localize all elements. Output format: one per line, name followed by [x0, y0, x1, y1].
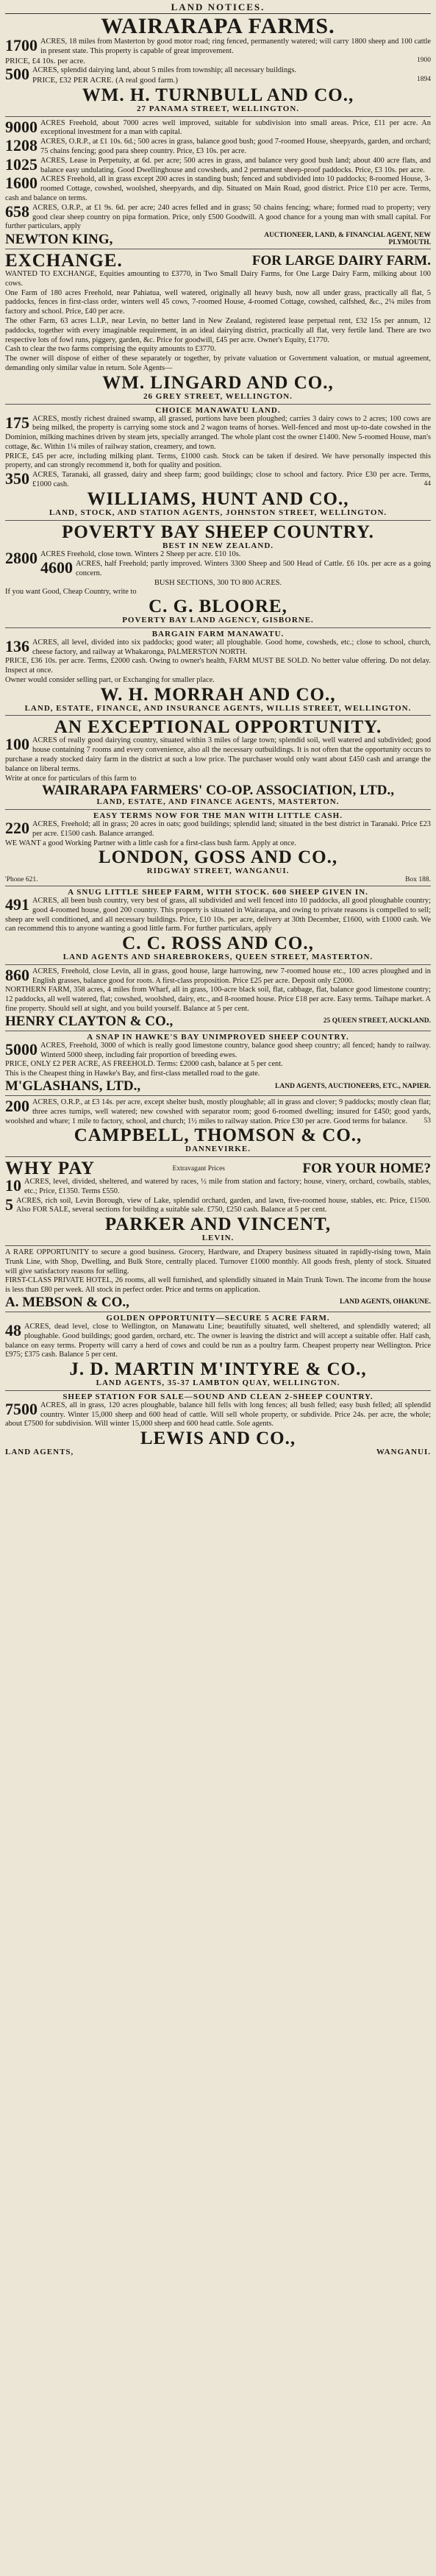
ad-paragraph — [5, 657, 431, 676]
ad-text: BUSH SECTIONS, 300 TO 800 ACRES. — [154, 578, 282, 587]
ad-paragraph — [5, 1197, 431, 1216]
ad-choice-manawatu — [5, 402, 431, 518]
ad-text: Cash to clear the two farms comprising the equity amounts to £3770. — [5, 345, 216, 354]
acreage-figure: 220 — [5, 819, 29, 838]
ad-heading: BARGAIN FARM MANAWATU. — [151, 630, 285, 638]
ad-divider — [5, 1095, 431, 1096]
ad-text: ACRES, Freehold; all in grass; 20 acres in oats; good buildings; splendid land; situated in the best district in Taranaki. Price £23 per acre. £1500 cash. Balance arranged. — [32, 820, 431, 838]
agent-address: LAND, STOCK, AND STATION AGENTS, JOHNSTON STREET, WELLINGTON. — [49, 508, 387, 517]
ad-text: ACRES, splendid dairying land, about 5 miles from township; all necessary buildings. — [32, 66, 297, 75]
agent-name: WM. LINGARD AND CO., — [102, 373, 334, 392]
ad-text: The owner will dispose of either of these separately or together, by private valuation or Government valuation, or mutual agreement, demanding only similar value in return. Sole Agents— — [5, 355, 431, 373]
ad-text: ACRES of really good dairying country, situated within 3 miles of large town; splendid soil, well watered and subdivided; good house containing 7 rooms and every convenience, also all the necessary outbuildings. It is not often that the opportunity occurs to purchase a ready stocked dairy farm in the district at such a low price. The purchaser would only want about £450 cash and arrange the balance on liberal terms. — [5, 736, 431, 773]
agent-address: LAND, ESTATE, FINANCE, AND INSURANCE AGENTS, WILLIS STREET, WELLINGTON. — [24, 703, 412, 713]
agent-name: M'GLASHANS, LTD., — [5, 1079, 141, 1094]
acreage-figure: 2800 — [5, 549, 37, 568]
ad-paragraph — [5, 471, 431, 490]
ad-exceptional-opportunity — [5, 713, 431, 807]
ad-paragraph — [5, 986, 431, 1014]
acreage-figure: 200 — [5, 1097, 29, 1116]
ad-divider — [5, 964, 431, 965]
ad-paragraph — [5, 138, 431, 157]
acreage-figure: 860 — [5, 965, 29, 984]
acreage-figure: 1025 — [5, 154, 37, 174]
agent-address: 26 GREY STREET, WELLINGTON. — [143, 391, 293, 401]
agent-address: LAND AGENTS, 35-37 LAMBTON QUAY, WELLINGTON. — [96, 1378, 340, 1388]
acreage-figure: 5000 — [5, 1039, 37, 1058]
ad-price-line — [5, 76, 431, 86]
ad-heading: A SNUG LITTLE SHEEP FARM, WITH STOCK. 600 SHEEP GIVEN IN. — [68, 889, 368, 897]
agent-address: LEVIN. — [201, 1234, 235, 1243]
ad-paragraph — [5, 1098, 431, 1126]
ad-paragraph — [5, 967, 431, 986]
ad-text: PRICE, £45 per acre, including milking plant. Terms, £1000 cash. Stock can be taken if desired. We have personally inspected this property, and can strongly recommend it, both for quality and position. — [5, 452, 431, 470]
ad-paragraph — [5, 175, 431, 203]
ad-divider — [5, 1390, 431, 1391]
ad-paragraph — [5, 119, 431, 138]
acreage-figure: 658 — [5, 202, 29, 221]
ad-paragraph — [5, 355, 431, 374]
ad-paragraph — [5, 579, 431, 588]
ad-ref-number: 1900 — [417, 56, 431, 64]
ad-heading-row — [5, 1159, 431, 1178]
ad-text: ACRES, all been bush country, very best of grass, all subdivided and well fenced into 10 paddocks, all good ploughable country; good 4-roomed house, good 200 country. This property is situated in Wairarapa, and owing to private reasons is compelled to sell; sheep are well conditioned, and all necessary buildings. Price, £10 10s. per acre, delivery at 30th December, £1600, with £1000 cash. We can recommend this to anyone wanting a good little farm. For further particulars, apply — [5, 897, 431, 933]
ad-divider — [5, 715, 431, 716]
ad-heading: POVERTY BAY SHEEP COUNTRY. — [62, 522, 374, 541]
ad-poverty-bay — [5, 518, 431, 625]
ad-paragraph — [5, 38, 431, 57]
ad-text: ACRES, mostly richest drained swamp, all grassed, portions have been ploughed; carries 3 dairy cows to 2 acres; 100 cows are being milked, the property is carrying some stock and 2 wagon teams of horses. Well-fenced and most up-to-date cowshed in the Dominion, milking machines driven by steam jets, specially arranged. The whole plant cost the owner £1400. New 5-roomed House, man's cottage, &c. Within 1¼ miles of railway station, creamery, and town. — [5, 414, 431, 451]
section-title: LAND NOTICES. — [171, 1, 265, 13]
agent-name: A. MEBSON & CO., — [5, 1295, 129, 1309]
agent-name: W. H. MORRAH AND CO., — [100, 685, 336, 704]
acreage-figure: 491 — [5, 895, 29, 914]
ad-divider — [5, 404, 431, 405]
ad-ref-number: 53 — [424, 1117, 431, 1125]
ad-paragraph — [5, 1401, 431, 1429]
ad-paragraph — [5, 775, 431, 784]
ad-henry-clayton — [5, 962, 431, 1028]
agent-name: LONDON, GOSS AND CO., — [98, 848, 338, 867]
ad-paragraph — [5, 317, 431, 345]
ad-heading: GOLDEN OPPORTUNITY—SECURE 5 ACRE FARM. — [106, 1314, 330, 1323]
ad-heading: WAIRARAPA FARMS. — [101, 15, 335, 38]
acreage-figure: 175 — [5, 413, 29, 432]
ad-text: ACRES, level, divided, sheltered, and watered by races, ½ mile from station and factory; house, vinery, orchard, cowbails, stables, etc.; Price, £1350. Terms £550. — [24, 1178, 431, 1195]
ad-paragraph — [5, 1070, 431, 1079]
ad-paragraph — [5, 1060, 431, 1070]
ad-text: ACRES Freehold, close town. Winters 2 Sheep per acre. £10 10s. — [40, 550, 241, 559]
ad-paragraph — [5, 736, 431, 774]
agent-name: J. D. MARTIN M'INTYRE & CO., — [69, 1360, 367, 1379]
agent-row — [5, 1014, 431, 1028]
ad-text: PRICE, ONLY £2 PER ACRE, AS FREEHOLD. Terms: £2000 cash, balance at 5 per cent. — [5, 1060, 283, 1069]
ad-text: ACRES Freehold, about 7000 acres well improved, suitable for subdivision into small areas. Price, £11 per acre. An exceptional investment for a man with capital. — [40, 118, 431, 137]
ad-sheep-station — [5, 1388, 431, 1457]
ad-subheading: BEST IN NEW ZEALAND. — [162, 541, 274, 550]
ad-divider — [5, 809, 431, 810]
acreage-figure: 136 — [5, 636, 29, 655]
agent-details: AUCTIONEER, LAND, & FINANCIAL AGENT, NEW PLYMOUTH. — [264, 232, 431, 247]
acreage-figure: 1600 — [5, 174, 37, 193]
ad-text: ACRES, Taranaki, all grassed, dairy and sheep farm; good buildings; close to school and factory. Price £30 per acre. Terms, £1000 cash. — [32, 471, 431, 489]
ad-text: If you want Good, Cheap Country, write to — [5, 588, 137, 597]
acreage-figure: 10 — [5, 1176, 21, 1195]
ad-paragraph — [5, 345, 431, 355]
ad-heading: AN EXCEPTIONAL OPPORTUNITY. — [54, 718, 382, 737]
ad-text: Write at once for particulars of this farm to — [5, 774, 137, 783]
ad-text: ACRES Freehold, all in grass except 200 acres in standing bush; fenced and subdivided into 10 paddocks; 8-roomed House, 3-roomed Cottage, cowshed, woolshed, sheepyards, and dip. Situated on Main Road, good district. Price £10 per acre. Terms, cash and balance on terms. — [5, 175, 431, 202]
acreage-figure: 7500 — [5, 1399, 37, 1418]
agent-address: 27 PANAMA STREET, WELLINGTON. — [136, 104, 300, 113]
acreage-figure: 4600 — [40, 558, 73, 577]
ad-paragraph — [5, 415, 431, 452]
ad-heading: CHOICE MANAWATU LAND. — [155, 406, 281, 415]
acreage-figure: 100 — [5, 735, 29, 754]
agent-address: DANNEVIRKE. — [185, 1145, 251, 1154]
agent-address: POVERTY BAY LAND AGENCY, GISBORNE. — [122, 616, 314, 625]
ad-why-pay — [5, 1154, 431, 1243]
ad-ref-number: 1894 — [417, 76, 431, 84]
agent-row — [5, 1295, 431, 1309]
ad-text: PRICE, £4 10s. per acre. — [5, 56, 86, 65]
agent-name: HENRY CLAYTON & CO., — [5, 1014, 174, 1028]
ad-text: ACRES, all level, divided into six paddocks; good water; all ploughable. Good home, cowsheds, etc.; close to school, church, cheese factory, and railway at Whakaronga, PALMERSTON NORTH. — [32, 638, 431, 656]
ad-text: One Farm of 180 acres Freehold, near Pahiatua, well watered, originally all heavy bush, now all under grass, practically all flat, 5 paddocks, fences in first-class order, winters well 45 cows, 7-roomed House, 4-roomed Cottage, cowshed, calfshed, &c., 2¼ miles from factory and school. Price, £40 per acre. — [5, 288, 431, 316]
section-rule — [5, 13, 431, 14]
ad-easy-terms — [5, 807, 431, 883]
ad-heading: SHEEP STATION FOR SALE—SOUND AND CLEAN 2-SHEEP COUNTRY. — [62, 1392, 374, 1401]
ad-text: WANTED TO EXCHANGE, Equities amounting to £3770, in Two Small Dairy Farms, for One Large Dairy Farm, milking about 100 cows. — [5, 270, 431, 288]
ad-heading: WHY PAY — [5, 1159, 96, 1178]
ad-text: ACRES, Lease in Perpetuity, at 6d. per acre; 500 acres in grass, and balance very good bush land; about 400 acre flats, and balance easy undulating. Good Dwellinghouse and cowsheds, and 2 permanent sheep-proof paddocks. Price, £3 10s. per acre. — [40, 156, 431, 174]
agent-name: LEWIS AND CO., — [140, 1429, 296, 1448]
acreage-figure: 5 — [5, 1195, 13, 1214]
ad-hawkes-bay — [5, 1028, 431, 1093]
agent-name: WM. H. TURNBULL AND CO., — [82, 85, 354, 104]
ad-ref-number: 44 — [424, 480, 431, 488]
ad-dannevirke — [5, 1093, 431, 1154]
ad-text: ACRES, O.R.P., at £3 14s. per acre, except shelter bush, mostly ploughable; all in grass and clover; 9 paddocks; mostly clean flat; three acres turnips, well watered; new cowshed with separator room; good 6-roomed dwelling; insured for £450; good yards, woolshed and whare; 1 mile to factory, school, and church; 1½ miles to railway station. Price £30 per acre. Good terms for balance. — [5, 1098, 431, 1125]
ad-heading-row — [5, 252, 431, 270]
ad-text: ACRES, half Freehold; partly improved. Winters 3300 Sheep and 500 Head of Cattle. £6 10s. per acre as a going concern. — [76, 559, 431, 577]
ad-heading-right: FOR YOUR HOME? — [302, 1161, 431, 1176]
acreage-figure: 9000 — [5, 117, 37, 136]
agent-address: RIDGWAY STREET, WANGANUI. — [146, 867, 290, 876]
agent-row — [5, 232, 431, 246]
ad-heading: EASY TERMS NOW FOR THE MAN WITH LITTLE CASH. — [93, 812, 343, 821]
agent-name: WILLIAMS, HUNT AND CO., — [87, 489, 349, 508]
agent-details: LAND AGENTS, OHAKUNE. — [339, 1298, 431, 1306]
ad-paragraph — [5, 452, 431, 472]
agent-row — [5, 1079, 431, 1093]
ad-text: FIRST-CLASS PRIVATE HOTEL, 26 rooms, all well furnished, and splendidly situated in Main Trunk Town. The income from the house is less than £80 per week. All stock in perfect order. Price and terms on application. — [5, 1276, 431, 1295]
agent-name: C. G. BLOORE, — [149, 597, 287, 616]
ad-text: This is the Cheapest thing in Hawke's Bay, and first-class metalled road to the gate. — [5, 1070, 260, 1078]
ad-text: The other Farm, 63 acres L.I.P., near Levin, no better land in New Zealand, registered lease perpetual rent, £32 15s per annum, 12 paddocks, together with every imaginable requirement, in an ideal dairying district, practically all flat, very fertile land. There are two respective lots of fowl runs, piggery, garden, &c. Price for goodwill, £45 per acre. Owner's Equity, £1770. — [5, 317, 431, 344]
ad-heading-right: FOR LARGE DAIRY FARM. — [251, 254, 431, 268]
ad-paragraph — [5, 560, 431, 579]
ad-paragraph — [5, 1320, 431, 1360]
ad-ohakune — [5, 1243, 431, 1309]
agent-details: LAND AGENTS, AUCTIONEERS, ETC., NAPIER. — [275, 1082, 431, 1090]
ads-column — [5, 15, 431, 1457]
agent-name: C. C. ROSS AND CO., — [122, 934, 314, 953]
ad-paragraph — [5, 588, 431, 597]
ad-paragraph — [5, 1248, 431, 1276]
acreage-figure: 350 — [5, 469, 29, 488]
ad-paragraph — [5, 1178, 431, 1197]
ad-divider — [5, 627, 431, 628]
ad-text: ACRES, rich soil, Levin Borough, view of Lake, splendid orchard, garden, and lawn, five-roomed house, stables, etc. Price, £1500. Also FOR SALE, several sections for building a suitable sale. £750, £250 cash. Balance at 5 per cent. — [16, 1196, 431, 1214]
agent-name: CAMPBELL, THOMSON & CO., — [74, 1126, 362, 1145]
agent-address-right: WANGANUI. — [376, 1448, 431, 1457]
agent-address-left: LAND AGENTS, — [5, 1448, 74, 1457]
ad-text: ACRES, O.R.P., at £1 9s. 6d. per acre; 240 acres felled and in grass; 50 chains fencing; whare; formed road to property; very good clear sheep country on pipa formation. Price, only £500 Goodwill. A good chance for a young man with small capital. For further particulars, apply — [5, 203, 431, 231]
ad-heading-mid: Extravagant Prices — [172, 1164, 226, 1173]
agent-name: WAIRARAPA FARMERS' CO-OP. ASSOCIATION, LTD., — [42, 783, 394, 798]
ad-paragraph — [5, 897, 431, 934]
ad-paragraph — [5, 289, 431, 317]
ad-text: ACRES, Freehold, close Levin, all in grass, good house, large harrowing, new 7-roomed house etc., 100 acres ploughed and in English grasses, balance good for roots. A first-class proposition. Price £25 per acre. Deposit only £2000. — [32, 967, 431, 985]
ad-paragraph — [5, 676, 431, 686]
ad-exchange — [5, 246, 431, 401]
box-number: Box 188. — [405, 876, 431, 884]
acreage-figure: 500 — [5, 65, 29, 84]
ad-divider — [5, 1156, 431, 1157]
ad-golden-opportunity — [5, 1309, 431, 1388]
phone-number: 'Phone 621. — [5, 876, 38, 884]
agent-address-row — [5, 1448, 431, 1457]
ad-paragraph — [5, 270, 431, 289]
contact-row — [5, 876, 431, 883]
ad-bargain-manawatu — [5, 625, 431, 714]
ad-text: PRICE, £32 PER ACRE. (A real good farm.) — [32, 76, 178, 85]
agent-details: 25 QUEEN STREET, AUCKLAND. — [323, 1017, 431, 1025]
ad-text: ACRES, O.R.P., at £1 10s. 6d.; 500 acres in grass, balance good bush; good 7-roomed House, sheepyards, garden, and orchard; 75 chains fencing; good para sheep country. Price, £3 10s. per acre. — [40, 138, 431, 155]
ad-paragraph — [5, 839, 431, 849]
ad-mixed-farms-1 — [5, 114, 431, 247]
ad-divider — [5, 520, 431, 521]
ad-text: NORTHERN FARM, 358 acres, 4 miles from Wharf, all in grass, 100-acre black soil, flat, cabbage, flat, balance good limestone country; 12 paddocks, all well watered, flat; cowshed, woolshed, dairy, etc., and 8-roomed house. Price £18 per acre. Easy terms. Taihape market. A fine property. Should sell at sight, and you build yourself. Balance at 5 per cent. — [5, 986, 431, 1014]
ad-text: ACRES, all in grass, 120 acres ploughable, balance hill fells with long fences; all bush felled; easy bush felled; all splendid country. Winter 15,000 sheep and 600 head of cattle. Will sell whole property, or subdivide. Price 24s. per acre, the whole; about £7500 for subdivision. Will winter 15,000 sheep and 600 head cattle. Sole agents. — [5, 1401, 431, 1428]
ad-wairarapa-farms — [5, 15, 431, 114]
agent-address: LAND, ESTATE, AND FINANCE AGENTS, MASTERTON. — [96, 797, 340, 807]
ad-text: ACRES, dead level, close to Wellington, on Manawatu Line; beautifully situated, well sheltered, and splendidly watered; all ploughable. Good buildings; good garden, orchard, etc. The owner is leaving the district and will accept a suitable offer. Half cash, balance on easy terms. Property will carry a herd of cows and could be run as a poultry farm. Cheapest property near Wellington. Price £975; £375 cash. Balance 5 per cent. — [5, 1322, 431, 1359]
agent-name: NEWTON KING, — [5, 232, 113, 246]
ad-divider — [5, 1245, 431, 1246]
acreage-figure: 1208 — [5, 136, 37, 155]
ad-paragraph — [5, 204, 431, 232]
agent-name: PARKER AND VINCENT, — [104, 1215, 332, 1234]
ad-divider — [5, 116, 431, 117]
ad-price-line — [5, 57, 431, 67]
ad-paragraph — [5, 820, 431, 839]
ad-text: ACRES, Freehold, 3000 of which is really good limestone country, balance good sheep country; all fenced; handy to railway. Winterd 5000 sheep, including fair proportion of breeding ewes. — [40, 1041, 431, 1059]
agent-address: LAND AGENTS AND SHAREBROKERS, QUEEN STREET, MASTERTON. — [62, 953, 374, 962]
ad-text: A RARE OPPORTUNITY to secure a good business. Grocery, Hardware, and Drapery business situated in rapidly-rising town, Main Trunk Line, with Shop, Dwelling, and Bulk Store, centrally placed. Turnover £1000 monthly. All goods fresh, plenty of stock. Situated will give satisfactory reasons for selling. — [5, 1248, 431, 1275]
ad-paragraph — [5, 638, 431, 658]
acreage-figure: 1700 — [5, 36, 37, 54]
ad-heading: EXCHANGE. — [5, 252, 123, 271]
ad-text: Owner would consider selling part, or Exchanging for smaller place. — [5, 675, 215, 684]
ad-sheep-farm-stock — [5, 883, 431, 962]
ad-paragraph — [5, 1039, 431, 1061]
ad-heading: A SNAP IN HAWKE'S BAY UNIMPROVED SHEEP COUNTRY. — [87, 1033, 349, 1042]
ad-text: WE WANT a good Working Partner with a little cash for a first-class bush farm. Apply at once. — [5, 839, 296, 847]
acreage-figure: 48 — [5, 1320, 21, 1339]
ad-paragraph — [5, 154, 431, 176]
ad-text: PRICE, £36 10s. per acre. Terms, £2000 cash. Owing to owner's health, FARM MUST BE SOLD. No better value offering. Do not delay. Inspect at once. — [5, 657, 431, 675]
ad-paragraph — [5, 1276, 431, 1295]
ad-text: ACRES, 18 miles from Masterton by good motor road; ring fenced, permanently watered; will carry 1800 sheep and 100 cattle in present state. This property is capable of great improvement. — [40, 38, 431, 55]
